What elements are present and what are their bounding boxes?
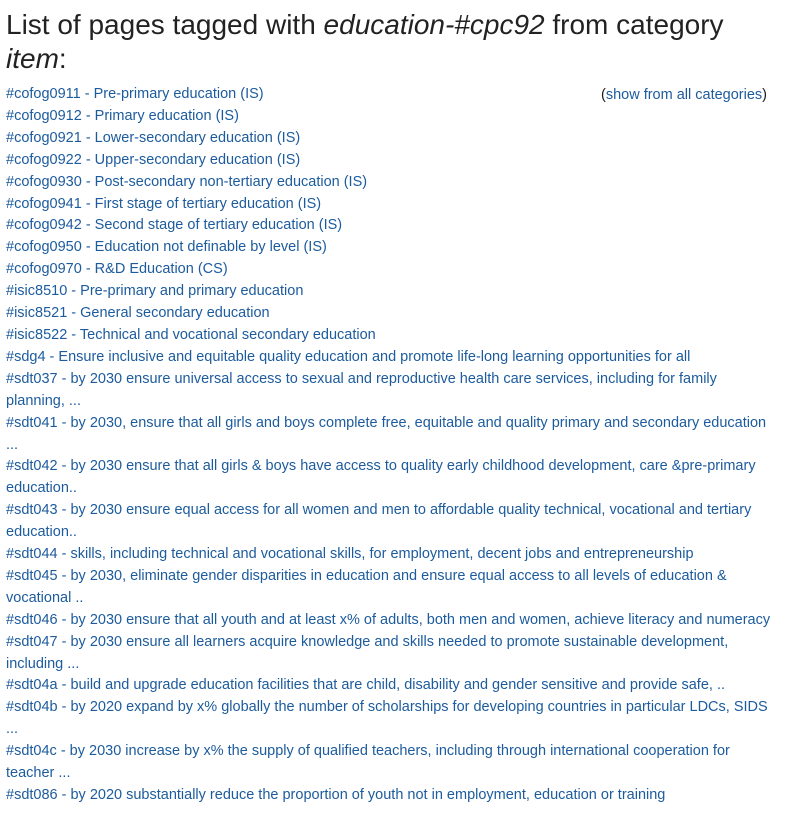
tagged-page-link[interactable]: #cofog0922 - Upper-secondary education (IS) [6, 151, 301, 168]
list-item [6, 785, 771, 807]
list-item [6, 172, 771, 194]
title-middle: from category [544, 9, 724, 40]
list-item [6, 544, 771, 566]
tagged-page-link[interactable]: #isic8522 - Technical and vocational secondary education [6, 326, 376, 343]
title-category: item [6, 43, 59, 74]
list-item [6, 237, 771, 259]
tagged-page-link[interactable]: #sdt042 - by 2030 ensure that all girls & boys have access to quality early childhood development, care &pre-primary education.. [6, 458, 756, 497]
show-all-close-paren: ) [762, 87, 767, 103]
list-item [6, 741, 771, 785]
list-item [6, 675, 771, 697]
list-item [6, 281, 771, 303]
list-item [6, 84, 771, 106]
title-suffix: : [58, 43, 67, 74]
list-item [6, 456, 771, 500]
tagged-page-link[interactable]: #sdt044 - skills, including technical and vocational skills, for employment, decent jobs and entrepreneurship [6, 546, 694, 563]
list-item [6, 413, 771, 457]
tagged-page-link[interactable]: #cofog0912 - Primary education (IS) [6, 107, 239, 124]
list-item [6, 194, 771, 216]
title-tag: education-#cpc92 [323, 9, 545, 40]
tagged-page-link[interactable]: #isic8521 - General secondary education [6, 305, 270, 322]
tagged-page-link[interactable]: #sdg4 - Ensure inclusive and equitable quality education and promote life-long learning opportunities for all [6, 348, 691, 365]
tagged-page-link[interactable]: #cofog0941 - First stage of tertiary education (IS) [6, 195, 322, 212]
list-item [6, 106, 771, 128]
tagged-page-link[interactable]: #cofog0950 - Education not definable by level (IS) [6, 239, 327, 256]
list-item [6, 303, 771, 325]
tagged-page-link[interactable]: #sdt043 - by 2030 ensure equal access for all women and men to affordable quality technical, vocational and tertiary education.. [6, 502, 752, 541]
list-item [6, 128, 771, 150]
tagged-page-link[interactable]: #isic8510 - Pre-primary and primary education [6, 283, 304, 300]
list-item [6, 369, 771, 413]
tagged-page-link[interactable]: #sdt047 - by 2030 ensure all learners acquire knowledge and skills needed to promote sustainable development, including ... [6, 633, 729, 672]
page-title [6, 8, 781, 76]
show-all-open-paren: ( [600, 87, 606, 103]
tagged-page-link[interactable]: #cofog0930 - Post-secondary non-tertiary education (IS) [6, 173, 368, 190]
list-item [6, 500, 771, 544]
list-item [6, 610, 771, 632]
tagged-page-link[interactable]: #cofog0970 - R&D Education (CS) [6, 261, 228, 278]
list-item [6, 150, 771, 172]
list-item [6, 566, 771, 610]
list-item [6, 215, 771, 237]
list-item [6, 347, 771, 369]
list-item [6, 259, 771, 281]
list-item [6, 632, 771, 676]
list-item [6, 697, 771, 741]
tagged-page-link[interactable]: #sdt041 - by 2030, ensure that all girls and boys complete free, equitable and quality primary and secondary education ... [6, 414, 767, 453]
title-prefix: List of pages tagged with [6, 9, 324, 40]
tagged-page-link[interactable]: #cofog0911 - Pre-primary education (IS) [6, 86, 264, 102]
tagged-page-link[interactable]: #sdt04b - by 2020 expand by x% globally the number of scholarships for developing countries in particular LDCs, SIDS ... [6, 699, 768, 738]
tagged-page-link[interactable]: #sdt086 - by 2020 substantially reduce the proportion of youth not in employment, education or training [6, 787, 666, 803]
tagged-page-link[interactable]: #sdt04a - build and upgrade education facilities that are child, disability and gender sensitive and provide safe, .. [6, 677, 726, 694]
tagged-page-link[interactable]: #sdt04c - by 2030 increase by x% the supply of qualified teachers, including through international cooperation for teacher ... [6, 743, 730, 782]
show-all-categories-link[interactable]: show from all categories [605, 87, 763, 103]
tagged-page-link[interactable]: #sdt046 - by 2030 ensure that all youth and at least x% of adults, both men and women, achieve literacy and numeracy [6, 611, 771, 628]
page [6, 0, 781, 803]
tagged-page-link[interactable]: #cofog0921 - Lower-secondary education (IS) [6, 129, 301, 146]
tagged-page-link[interactable]: #sdt037 - by 2030 ensure universal access to sexual and reproductive health care services, including for family planning, ... [6, 370, 717, 409]
tagged-pages-list [6, 84, 771, 807]
list-item [6, 325, 771, 347]
tagged-page-link[interactable]: #cofog0942 - Second stage of tertiary education (IS) [6, 217, 343, 234]
tagged-page-link[interactable]: #sdt045 - by 2030, eliminate gender disparities in education and ensure equal access to all levels of education & vocational .. [6, 567, 727, 606]
